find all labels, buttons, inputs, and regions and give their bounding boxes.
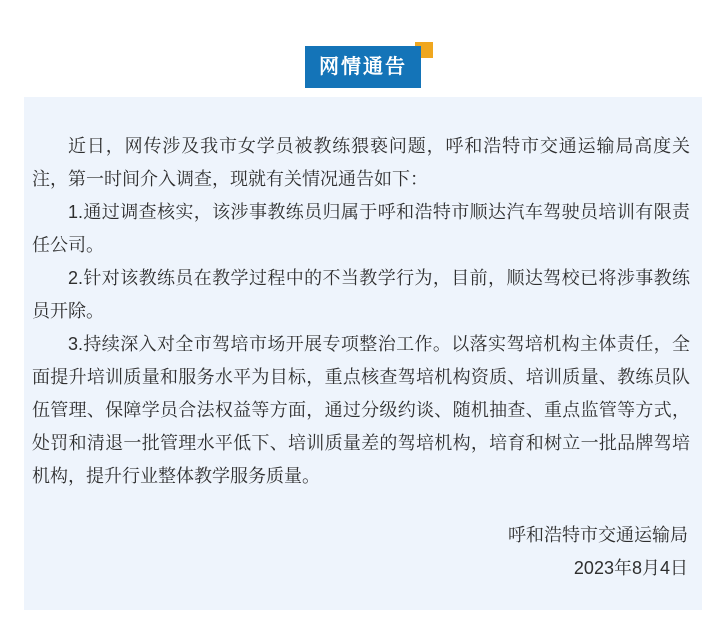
notice-paragraph-item-3: 3.持续深入对全市驾培市场开展专项整治工作。以落实驾培机构主体责任，全面提升培训质量和服务水平为目标，重点核查驾培机构资质、培训质量、教练员队伍管理、保障学员合法权益等方面，通过分级约谈、随机抽查、重点监管等方式，处罚和清退一批管理水平低下、培训质量差的驾培机构，培育和树立一批品牌驾培机构，提升行业整体教学服务质量。 — [32, 334, 690, 486]
signature-block — [32, 519, 690, 585]
issue-date: 2023年8月4日 — [573, 558, 688, 578]
notice-paragraph-item-1: 1.通过调查核实，该涉事教练员归属于呼和浩特市顺达汽车驾驶员培训有限责任公司。 — [32, 202, 690, 255]
notice-panel — [24, 97, 702, 610]
notice-badge — [305, 46, 421, 88]
notice-paragraph-item-2: 2.针对该教练员在教学过程中的不当教学行为，目前，顺达驾校已将涉事教练员开除。 — [32, 268, 690, 321]
notice-badge-title: 网情通告 — [305, 46, 421, 88]
issuer-signature: 呼和浩特市交通运输局 — [508, 525, 688, 545]
notice-paragraph-intro: 近日，网传涉及我市女学员被教练猥亵问题，呼和浩特市交通运输局高度关注，第一时间介入调查，现就有关情况通告如下： — [32, 136, 690, 189]
